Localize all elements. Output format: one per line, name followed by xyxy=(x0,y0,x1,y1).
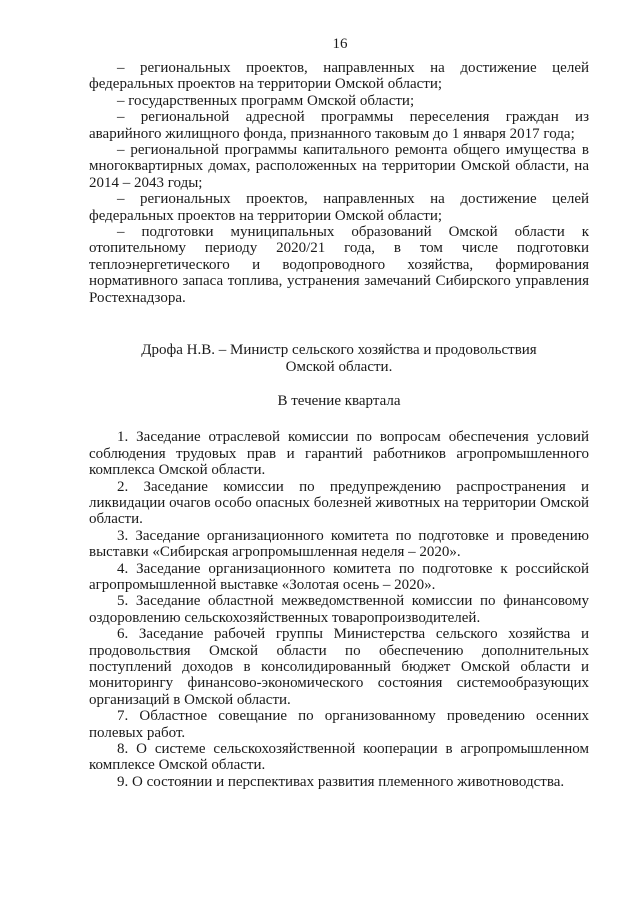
bullet-item: – региональной адресной программы переселения граждан из аварийного жилищного фонда, признанного таковым до 1 января 2017 года; xyxy=(89,109,589,142)
minister-heading-line2: Омской области. xyxy=(285,358,393,375)
numbered-item: 8. О системе сельскохозяйственной кооперации в агропромышленном комплексе Омской области. xyxy=(89,741,589,774)
page-number: 16 xyxy=(332,36,348,52)
numbered-item: 5. Заседание областной межведомственной комиссии по финансовому оздоровлению сельскохозяйственных товаропроизводителей. xyxy=(89,593,589,626)
numbered-item: 6. Заседание рабочей группы Министерства сельского хозяйства и продовольствия Омской области по обеспечению дополнительных поступлений доходов в консолидированный бюджет Омской области и мониторингу финансово-экономического состояния системообразующих организаций в Омской области. xyxy=(89,626,589,708)
numbered-item: 3. Заседание организационного комитета по подготовке и проведению выставки «Сибирская агропромышленная неделя – 2020». xyxy=(89,527,589,561)
bullet-item: – подготовки муниципальных образований Омской области к отопительному периоду 2020/21 года, в том числе подготовки теплоэнергетического и водопроводного хозяйства, формирования нормативного запаса топлива, устранения замечаний Сибирского управления Ростехнадзора. xyxy=(89,224,589,306)
numbered-item: 2. Заседание комиссии по предупреждению распространения и ликвидации очагов особо опасных болезней животных на территории Омской области. xyxy=(89,478,589,528)
numbered-item: 9. О состоянии и перспективах развития племенного животноводства. xyxy=(117,773,565,790)
numbered-item: 4. Заседание организационного комитета по подготовке к российской агропромышленной выставке «Золотая осень – 2020». xyxy=(89,560,589,593)
page-content xyxy=(89,60,589,790)
bullet-item: – государственных программ Омской области; xyxy=(117,92,415,109)
bullet-item: – региональных проектов, направленных на достижение целей федеральных проектов на территории Омской области; xyxy=(89,191,589,224)
numbered-item: 1. Заседание отраслевой комиссии по вопросам обеспечения условий соблюдения трудовых прав и гарантий работников агропромышленного комплекса Омской области. xyxy=(89,429,589,479)
bullet-item: – региональных проектов, направленных на достижение целей федеральных проектов на территории Омской области; xyxy=(89,60,589,93)
period-heading: В течение квартала xyxy=(277,392,401,409)
numbered-item: 7. Областное совещание по организованному проведению осенних полевых работ. xyxy=(89,708,589,741)
minister-heading-line1: Дрофа Н.В. – Министр сельского хозяйства и продовольствия xyxy=(141,342,537,359)
bullet-item: – региональной программы капитального ремонта общего имущества в многоквартирных домах, расположенных на территории Омской области, на 2014 – 2043 годы; xyxy=(89,142,589,191)
